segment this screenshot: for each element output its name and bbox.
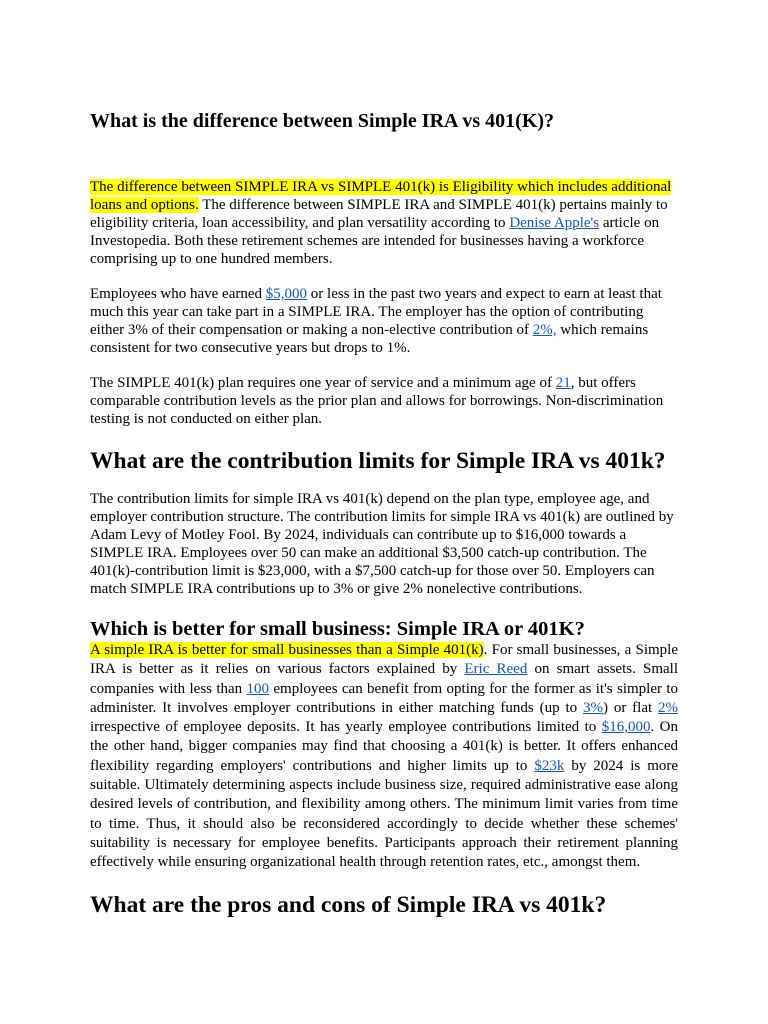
link-denise-apple[interactable]: Denise Apple's (509, 215, 600, 231)
highlighted-text: The difference between SIMPLE IRA vs SIMPLE 401(k) is Eligibility which includes additional loans and options. (90, 179, 672, 213)
link-2-percent[interactable]: 2%, (532, 322, 557, 338)
link-2-percent-flat[interactable]: 2% (658, 699, 679, 716)
heading-pros-and-cons: What are the pros and cons of Simple IRA vs 401k? (90, 892, 607, 918)
paragraph-text: by 2024 is more suitable. Ultimately determining aspects include business size, required administrative ease along desired levels of contribution, and flexibility among others. The minimum limit varies from time to time. Thus, it should also be reconsidered accordingly to decide whether these schemes' suitability is necessary for employee benefits. Participants approach their retirement planning effectively while ensuring organizational health through retention rates, etc., amongst them. (90, 757, 679, 871)
paragraph-text: The SIMPLE 401(k) plan requires one year of service and a minimum age of (90, 375, 556, 391)
paragraph-text: Employees who have earned (90, 286, 266, 302)
link-3-percent[interactable]: 3% (582, 699, 603, 716)
paragraph-text: article on Investopedia. Both these retirement schemes are intended for businesses having a workforce comprising up to one hundred members. (90, 215, 660, 267)
link-5000[interactable]: $5,000 (265, 286, 308, 302)
heading-better-for-small-business: Which is better for small business: Simple IRA or 401K? (90, 618, 585, 640)
link-eric-reed[interactable]: Eric Reed (464, 661, 528, 678)
link-100[interactable]: 100 (246, 680, 270, 697)
paragraph-text: irrespective of employee deposits. It has yearly employee contributions limited to (90, 719, 602, 736)
paragraph-text: . For small businesses, a Simple IRA is better as it relies on various factors explained by (90, 642, 678, 678)
heading-difference: What is the difference between Simple IRA vs 401(K)? (90, 110, 555, 132)
paragraph-text: The difference between SIMPLE IRA and SIMPLE 401(k) pertains mainly to eligibility criteria, loan accessibility, and plan versatility according to (90, 197, 668, 231)
paragraph-text: or less in the past two years and expect to earn at least that much this year can take part in a SIMPLE IRA. The employer has the option of contributing either 3% of their compensation or making a non-elective contribution of (90, 286, 662, 338)
paragraph-small-business (90, 641, 678, 873)
paragraph-simple-ira-eligibility (90, 285, 678, 357)
paragraph-simple-401k (90, 374, 678, 428)
link-age-21[interactable]: 21 (555, 375, 571, 391)
highlighted-text: A simple IRA is better for small businesses than a Simple 401(k) (90, 642, 484, 658)
paragraph-difference-intro (90, 178, 678, 268)
paragraph-contribution-limits: The contribution limits for simple IRA vs 401(k) depend on the plan type, employee age, and employer contribution structure. The contribution limits for simple IRA vs 401(k) are outlined by Adam Levy of Motley Fool. By 2024, individuals can contribute up to $16,000 towards a SIMPLE IRA. Employees over 50 can make an additional $3,500 catch-up contribution. The 401(k)-contribution limit is $23,000, with a $7,500 catch-up for those over 50. Employers can match SIMPLE IRA contributions up to 3% or give 2% nonelective contributions. (90, 491, 674, 597)
paragraph-text: ) or flat (602, 699, 659, 716)
paragraph-text: . On the other hand, bigger companies may find that choosing a 401(k) is better. It offers enhanced flexibility regarding employers' contributions and higher limits up to (90, 719, 678, 774)
paragraph-text: employees can benefit from opting for the former as it's simpler to administer. It involves employer contributions in either matching funds (up to (90, 680, 678, 716)
paragraph-text: which remains consistent for two consecutive years but drops to 1%. (90, 322, 649, 356)
paragraph-text: on smart assets. Small companies with less than (90, 661, 678, 697)
link-16000[interactable]: $16,000 (601, 719, 651, 736)
heading-contribution-limits: What are the contribution limits for Simple IRA vs 401k? (90, 448, 666, 474)
paragraph-text: , but offers comparable contribution levels as the prior plan and allows for borrowings. Non-discrimination testing is not conducted on either plan. (90, 375, 664, 427)
link-23k[interactable]: $23k (534, 757, 565, 774)
